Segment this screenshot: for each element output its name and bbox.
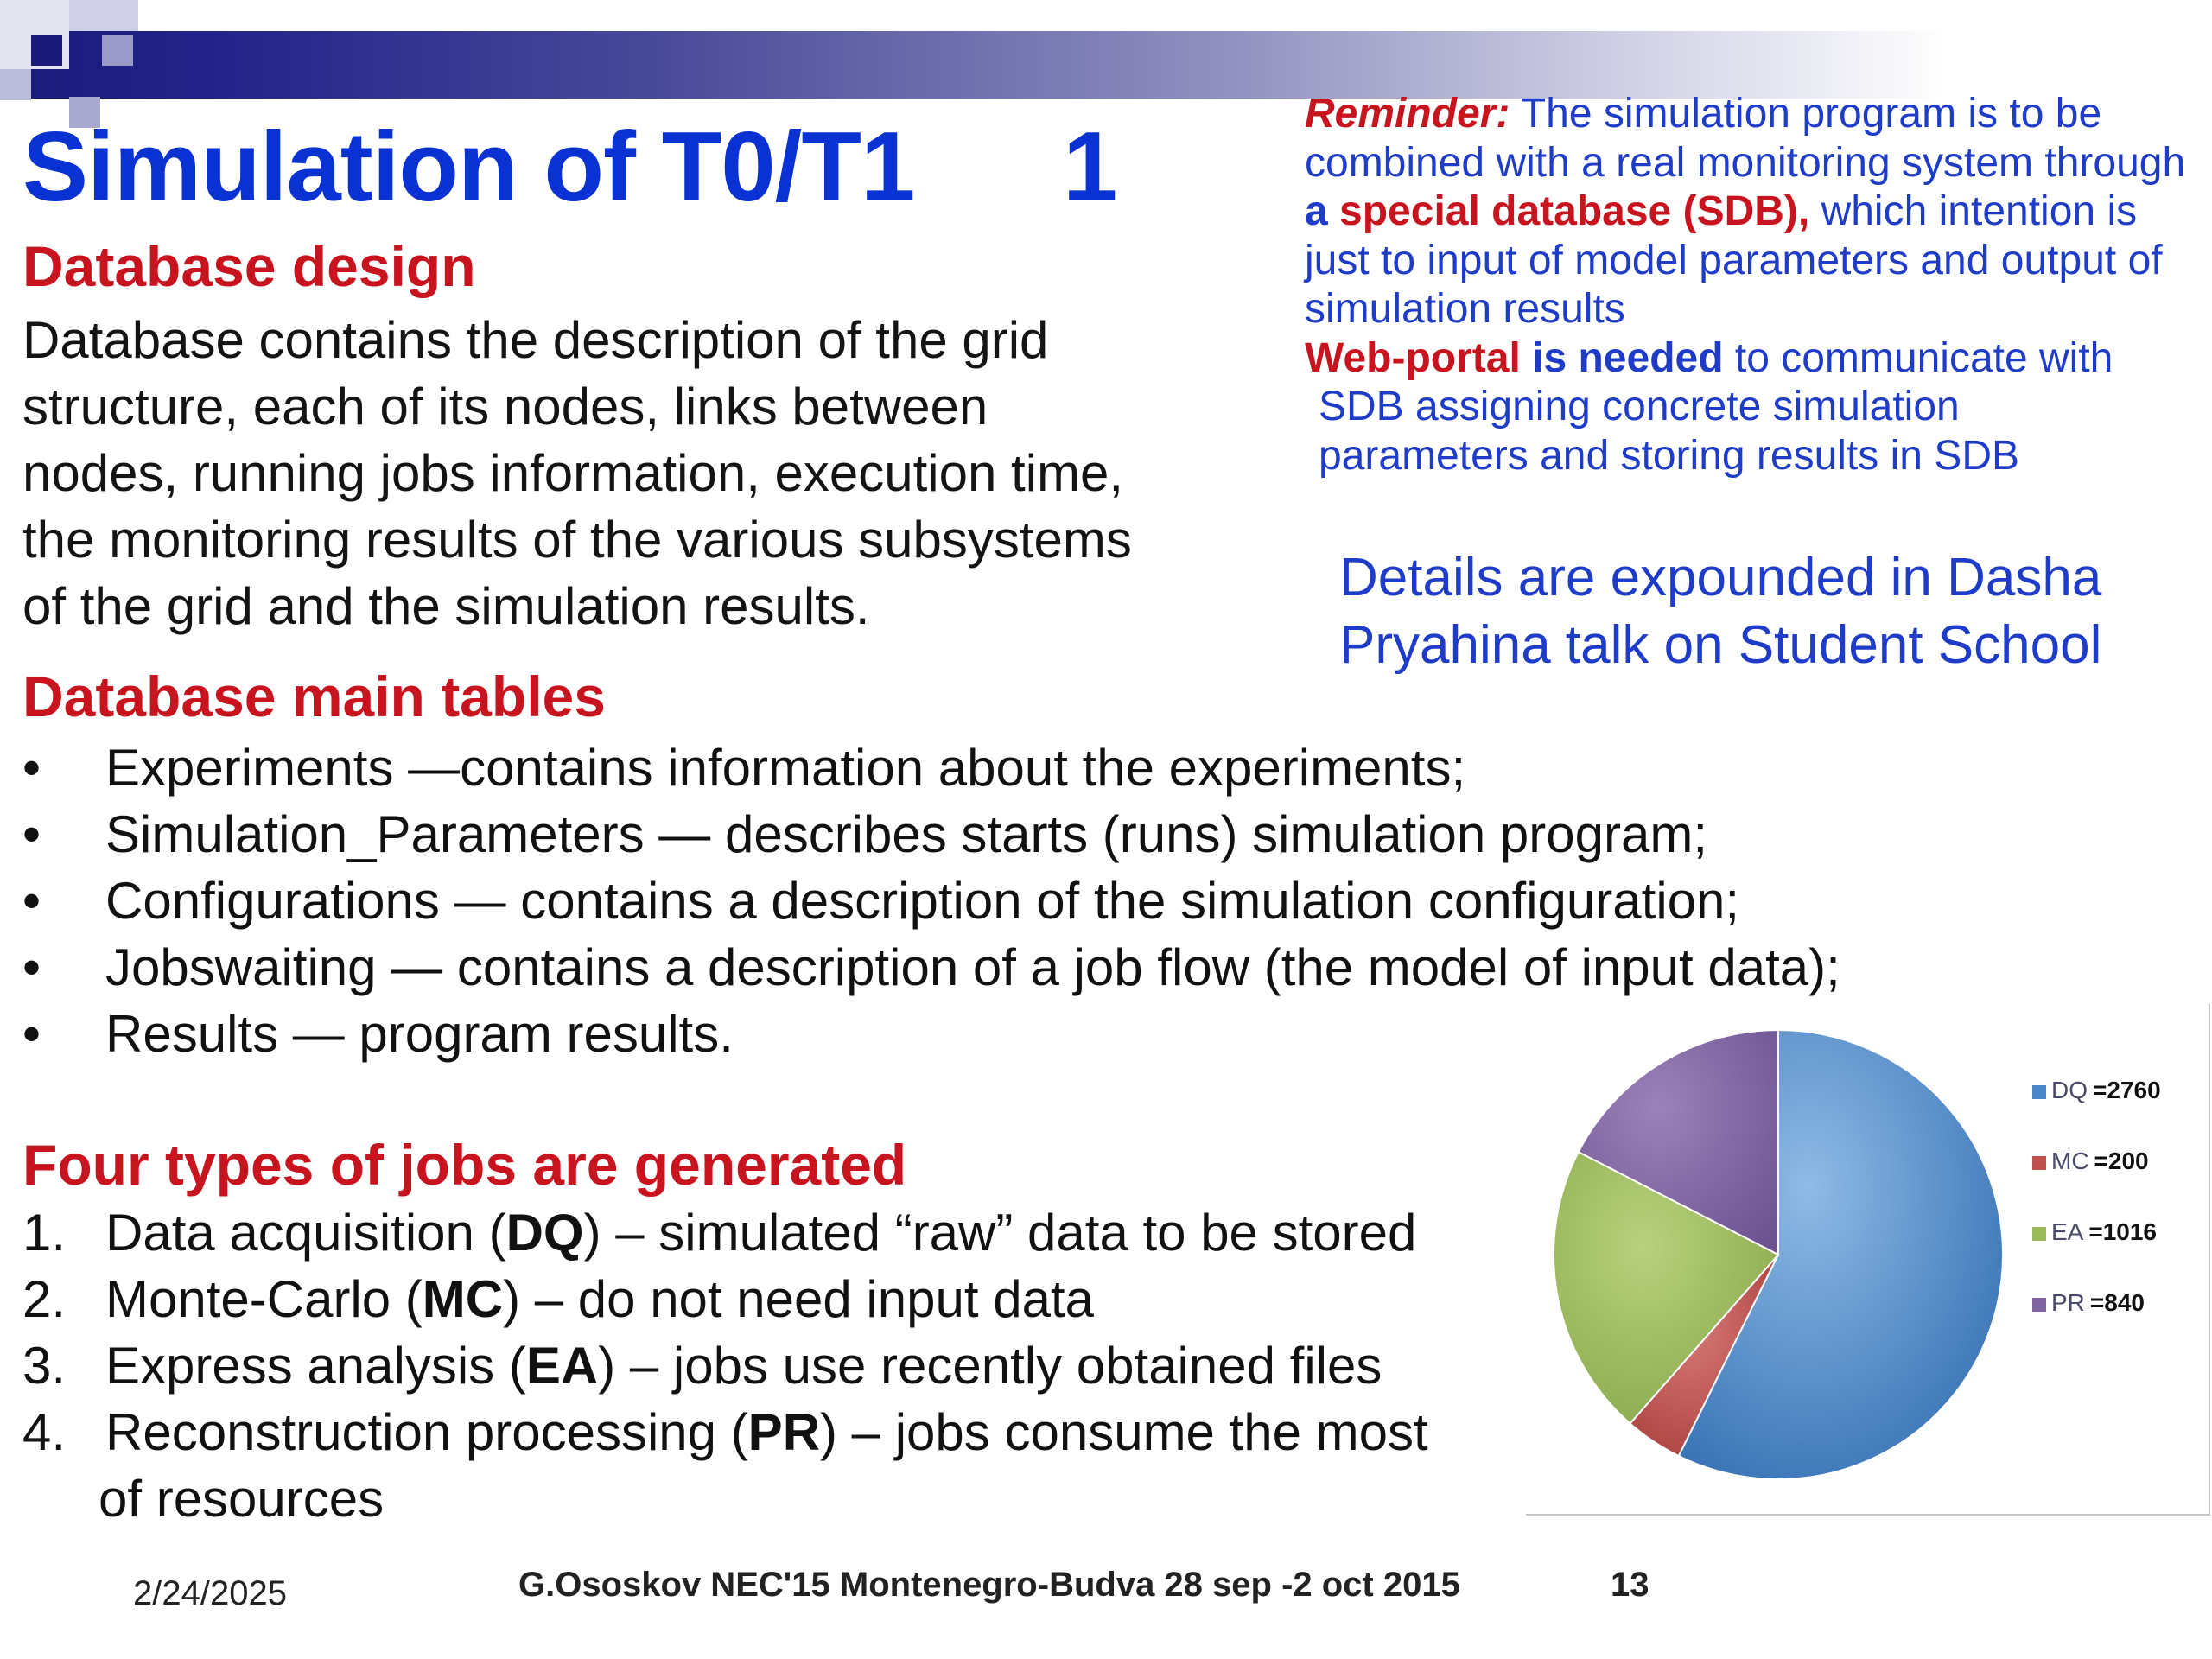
legend-swatch	[2032, 1156, 2046, 1170]
pie-chart-panel	[1526, 1004, 2210, 1516]
description-line: Database contains the description of the grid	[22, 311, 1049, 369]
reminder-text: The simulation program is to be combined with a real monitoring system through	[1305, 91, 2186, 186]
list-number: 4.	[22, 1403, 67, 1461]
legend-item-ea	[2032, 1218, 2157, 1246]
reminder-text: to communicate with	[1723, 334, 2113, 381]
reminder-needed: is needed	[1520, 334, 1724, 381]
header-square	[102, 35, 133, 66]
section-heading-database-design: Database design	[22, 234, 476, 298]
list-item-text: Simulation_Parameters — describes starts (runs) simulation program;	[105, 805, 1707, 863]
job-text: ) – jobs use recently obtained files	[598, 1337, 1382, 1395]
list-item	[22, 934, 2096, 1001]
reminder-text: a	[1305, 188, 1340, 234]
legend-swatch	[2032, 1298, 2046, 1312]
list-item	[22, 1199, 1543, 1266]
list-item-text: Jobswaiting — contains a description of a job flow (the model of input data);	[105, 938, 1840, 996]
list-number: 3.	[22, 1337, 67, 1395]
legend-value: =1016	[2088, 1218, 2157, 1245]
list-item-text: Results — program results.	[105, 1005, 734, 1063]
legend-value: =2760	[2093, 1077, 2161, 1103]
job-text: Express analysis (	[105, 1337, 526, 1395]
list-number: 2.	[22, 1270, 67, 1328]
legend-item-dq	[2032, 1077, 2161, 1104]
reminder-sdb: special database (SDB),	[1339, 188, 1810, 234]
job-text: ) – do not need input data	[503, 1270, 1094, 1328]
reminder-note	[1305, 90, 2203, 480]
legend-label: MC	[2051, 1147, 2089, 1174]
description-line: structure, each of its nodes, links between	[22, 378, 988, 435]
legend-value: =840	[2089, 1289, 2145, 1316]
jobs-list	[22, 1199, 1543, 1532]
job-text: Reconstruction processing (	[105, 1403, 748, 1461]
description-line: nodes, running jobs information, execution time,	[22, 444, 1124, 502]
section-heading-job-types: Four types of jobs are generated	[22, 1133, 907, 1197]
list-item	[22, 1332, 1543, 1399]
list-item-text: Configurations — contains a description of the simulation configuration;	[105, 872, 1740, 930]
reminder-webportal: Web-portal	[1305, 334, 1521, 381]
description-line: of the grid and the simulation results.	[22, 577, 870, 635]
job-text: Monte-Carlo (	[105, 1270, 423, 1328]
reminder-label: Reminder:	[1305, 91, 1510, 137]
footer-text: G.Ososkov NEC'15 Montenegro-Budva 28 sep -2 oct 2015	[518, 1566, 1460, 1604]
reminder-text: SDB assigning concrete simulation parameters and storing results in SDB	[1319, 384, 2020, 479]
list-item-text: Experiments —contains information about the experiments;	[105, 739, 1466, 797]
page-number: 13	[1611, 1566, 1649, 1604]
job-abbr: EA	[525, 1337, 599, 1395]
list-number: 1.	[22, 1204, 67, 1262]
legend-swatch	[2032, 1227, 2046, 1241]
job-text: Data acquisition (	[105, 1204, 506, 1262]
list-item	[22, 1465, 1543, 1532]
slide-title: Simulation of T0/T1	[22, 112, 915, 222]
bullet: •	[22, 739, 41, 797]
header-square	[31, 35, 62, 66]
details-note: Details are expounded in Dasha Pryahina talk on Student School	[1339, 548, 2102, 675]
legend-label: DQ	[2051, 1077, 2088, 1103]
slide-title-number: 1	[1063, 112, 1118, 222]
job-abbr: MC	[422, 1270, 504, 1328]
list-item	[22, 1266, 1543, 1332]
job-abbr: DQ	[505, 1204, 584, 1262]
legend-label: EA	[2051, 1218, 2084, 1245]
header-square	[69, 0, 138, 31]
bullet: •	[22, 872, 41, 930]
job-abbr: PR	[747, 1403, 821, 1461]
legend-swatch	[2032, 1085, 2046, 1099]
description-line: the monitoring results of the various subsystems	[22, 511, 1132, 569]
list-item	[22, 801, 2096, 868]
section-heading-main-tables: Database main tables	[22, 664, 606, 728]
footer-date: 2/24/2025	[133, 1574, 287, 1612]
reminder-text: which intention is just to input of model parameters and output of simulation results	[1305, 188, 2163, 332]
job-text-continuation: of resources	[99, 1470, 385, 1528]
header-square	[0, 69, 31, 100]
bullet: •	[22, 805, 41, 863]
job-text: ) – jobs consume the most	[820, 1403, 1428, 1461]
legend-value: =200	[2094, 1147, 2149, 1174]
legend-label: PR	[2051, 1289, 2085, 1316]
legend-item-mc	[2032, 1147, 2149, 1175]
database-description	[22, 307, 1284, 639]
job-text: ) – simulated “raw” data to be stored	[583, 1204, 1417, 1262]
list-item	[22, 734, 2096, 801]
list-item	[22, 868, 2096, 934]
legend-item-pr	[2032, 1289, 2145, 1317]
header-banner	[0, 31, 2212, 99]
bullet: •	[22, 938, 41, 996]
bullet: •	[22, 1005, 41, 1063]
list-item	[22, 1399, 1543, 1465]
